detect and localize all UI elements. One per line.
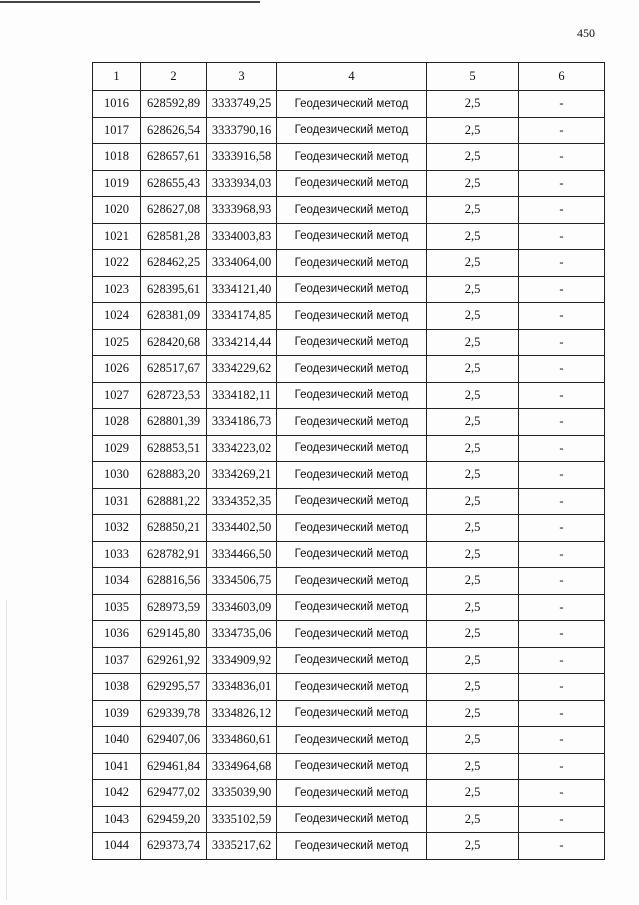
accuracy-cell: 2,5 xyxy=(427,568,519,595)
note-cell: - xyxy=(519,117,605,144)
x-coordinate-cell: 629339,78 xyxy=(141,700,207,727)
y-coordinate-cell: 3334826,12 xyxy=(207,700,277,727)
point-number-cell: 1016 xyxy=(93,91,141,118)
table-row xyxy=(93,647,605,674)
method-cell: Геодезический метод xyxy=(277,170,427,197)
x-coordinate-cell: 629261,92 xyxy=(141,647,207,674)
y-coordinate-cell: 3333749,25 xyxy=(207,91,277,118)
method-cell: Геодезический метод xyxy=(277,833,427,860)
note-cell: - xyxy=(519,568,605,595)
y-coordinate-cell: 3334186,73 xyxy=(207,409,277,436)
header-col-1: 1 xyxy=(93,63,141,91)
y-coordinate-cell: 3333968,93 xyxy=(207,197,277,224)
note-cell: - xyxy=(519,276,605,303)
point-number-cell: 1021 xyxy=(93,223,141,250)
x-coordinate-cell: 629145,80 xyxy=(141,621,207,648)
x-coordinate-cell: 628517,67 xyxy=(141,356,207,383)
point-number-cell: 1031 xyxy=(93,488,141,515)
note-cell: - xyxy=(519,806,605,833)
table-row xyxy=(93,144,605,171)
point-number-cell: 1024 xyxy=(93,303,141,330)
x-coordinate-cell: 628581,28 xyxy=(141,223,207,250)
accuracy-cell: 2,5 xyxy=(427,303,519,330)
accuracy-cell: 2,5 xyxy=(427,780,519,807)
method-cell: Геодезический метод xyxy=(277,91,427,118)
x-coordinate-cell: 629459,20 xyxy=(141,806,207,833)
point-number-cell: 1037 xyxy=(93,647,141,674)
table-row xyxy=(93,621,605,648)
x-coordinate-cell: 628462,25 xyxy=(141,250,207,277)
note-cell: - xyxy=(519,197,605,224)
x-coordinate-cell: 629373,74 xyxy=(141,833,207,860)
method-cell: Геодезический метод xyxy=(277,753,427,780)
point-number-cell: 1023 xyxy=(93,276,141,303)
y-coordinate-cell: 3334223,02 xyxy=(207,435,277,462)
point-number-cell: 1028 xyxy=(93,409,141,436)
coordinates-table xyxy=(92,62,605,860)
y-coordinate-cell: 3334003,83 xyxy=(207,223,277,250)
table-row xyxy=(93,462,605,489)
table-row xyxy=(93,833,605,860)
method-cell: Геодезический метод xyxy=(277,435,427,462)
table-row xyxy=(93,117,605,144)
method-cell: Геодезический метод xyxy=(277,647,427,674)
point-number-cell: 1040 xyxy=(93,727,141,754)
header-col-6: 6 xyxy=(519,63,605,91)
method-cell: Геодезический метод xyxy=(277,250,427,277)
accuracy-cell: 2,5 xyxy=(427,647,519,674)
y-coordinate-cell: 3334603,09 xyxy=(207,594,277,621)
header-col-3: 3 xyxy=(207,63,277,91)
x-coordinate-cell: 629407,06 xyxy=(141,727,207,754)
note-cell: - xyxy=(519,700,605,727)
y-coordinate-cell: 3335102,59 xyxy=(207,806,277,833)
accuracy-cell: 2,5 xyxy=(427,250,519,277)
accuracy-cell: 2,5 xyxy=(427,117,519,144)
point-number-cell: 1033 xyxy=(93,541,141,568)
table-row xyxy=(93,170,605,197)
y-coordinate-cell: 3335039,90 xyxy=(207,780,277,807)
y-coordinate-cell: 3334860,61 xyxy=(207,727,277,754)
y-coordinate-cell: 3333916,58 xyxy=(207,144,277,171)
accuracy-cell: 2,5 xyxy=(427,197,519,224)
method-cell: Геодезический метод xyxy=(277,144,427,171)
y-coordinate-cell: 3334506,75 xyxy=(207,568,277,595)
note-cell: - xyxy=(519,435,605,462)
point-number-cell: 1026 xyxy=(93,356,141,383)
x-coordinate-cell: 628816,56 xyxy=(141,568,207,595)
point-number-cell: 1036 xyxy=(93,621,141,648)
table-row xyxy=(93,700,605,727)
note-cell: - xyxy=(519,727,605,754)
point-number-cell: 1044 xyxy=(93,833,141,860)
table-row xyxy=(93,753,605,780)
note-cell: - xyxy=(519,409,605,436)
point-number-cell: 1017 xyxy=(93,117,141,144)
accuracy-cell: 2,5 xyxy=(427,276,519,303)
x-coordinate-cell: 628626,54 xyxy=(141,117,207,144)
method-cell: Геодезический метод xyxy=(277,382,427,409)
table-row xyxy=(93,727,605,754)
accuracy-cell: 2,5 xyxy=(427,541,519,568)
note-cell: - xyxy=(519,303,605,330)
note-cell: - xyxy=(519,753,605,780)
point-number-cell: 1041 xyxy=(93,753,141,780)
table-row xyxy=(93,488,605,515)
x-coordinate-cell: 628853,51 xyxy=(141,435,207,462)
note-cell: - xyxy=(519,91,605,118)
point-number-cell: 1018 xyxy=(93,144,141,171)
note-cell: - xyxy=(519,488,605,515)
x-coordinate-cell: 628801,39 xyxy=(141,409,207,436)
accuracy-cell: 2,5 xyxy=(427,833,519,860)
note-cell: - xyxy=(519,647,605,674)
x-coordinate-cell: 628657,61 xyxy=(141,144,207,171)
y-coordinate-cell: 3334269,21 xyxy=(207,462,277,489)
accuracy-cell: 2,5 xyxy=(427,727,519,754)
method-cell: Геодезический метод xyxy=(277,621,427,648)
accuracy-cell: 2,5 xyxy=(427,409,519,436)
note-cell: - xyxy=(519,329,605,356)
point-number-cell: 1025 xyxy=(93,329,141,356)
table-row xyxy=(93,435,605,462)
table-row xyxy=(93,780,605,807)
x-coordinate-cell: 628850,21 xyxy=(141,515,207,542)
method-cell: Геодезический метод xyxy=(277,223,427,250)
x-coordinate-cell: 628381,09 xyxy=(141,303,207,330)
x-coordinate-cell: 628723,53 xyxy=(141,382,207,409)
accuracy-cell: 2,5 xyxy=(427,700,519,727)
y-coordinate-cell: 3335217,62 xyxy=(207,833,277,860)
header-row xyxy=(93,63,605,91)
accuracy-cell: 2,5 xyxy=(427,91,519,118)
point-number-cell: 1043 xyxy=(93,806,141,833)
table-row xyxy=(93,568,605,595)
point-number-cell: 1022 xyxy=(93,250,141,277)
method-cell: Геодезический метод xyxy=(277,197,427,224)
accuracy-cell: 2,5 xyxy=(427,674,519,701)
note-cell: - xyxy=(519,541,605,568)
table-row xyxy=(93,674,605,701)
accuracy-cell: 2,5 xyxy=(427,144,519,171)
y-coordinate-cell: 3333790,16 xyxy=(207,117,277,144)
note-cell: - xyxy=(519,250,605,277)
y-coordinate-cell: 3333934,03 xyxy=(207,170,277,197)
accuracy-cell: 2,5 xyxy=(427,435,519,462)
method-cell: Геодезический метод xyxy=(277,329,427,356)
header-col-4: 4 xyxy=(277,63,427,91)
table-row xyxy=(93,329,605,356)
note-cell: - xyxy=(519,382,605,409)
x-coordinate-cell: 628655,43 xyxy=(141,170,207,197)
x-coordinate-cell: 628627,08 xyxy=(141,197,207,224)
note-cell: - xyxy=(519,462,605,489)
table-body xyxy=(93,91,605,860)
accuracy-cell: 2,5 xyxy=(427,753,519,780)
x-coordinate-cell: 629477,02 xyxy=(141,780,207,807)
y-coordinate-cell: 3334174,85 xyxy=(207,303,277,330)
method-cell: Геодезический метод xyxy=(277,780,427,807)
y-coordinate-cell: 3334121,40 xyxy=(207,276,277,303)
x-coordinate-cell: 628973,59 xyxy=(141,594,207,621)
point-number-cell: 1030 xyxy=(93,462,141,489)
y-coordinate-cell: 3334352,35 xyxy=(207,488,277,515)
point-number-cell: 1019 xyxy=(93,170,141,197)
header-col-2: 2 xyxy=(141,63,207,91)
method-cell: Геодезический метод xyxy=(277,515,427,542)
method-cell: Геодезический метод xyxy=(277,594,427,621)
y-coordinate-cell: 3334964,68 xyxy=(207,753,277,780)
table-header xyxy=(93,63,605,91)
method-cell: Геодезический метод xyxy=(277,276,427,303)
method-cell: Геодезический метод xyxy=(277,488,427,515)
y-coordinate-cell: 3334229,62 xyxy=(207,356,277,383)
accuracy-cell: 2,5 xyxy=(427,621,519,648)
point-number-cell: 1034 xyxy=(93,568,141,595)
table-row xyxy=(93,276,605,303)
method-cell: Геодезический метод xyxy=(277,462,427,489)
method-cell: Геодезический метод xyxy=(277,674,427,701)
point-number-cell: 1027 xyxy=(93,382,141,409)
method-cell: Геодезический метод xyxy=(277,727,427,754)
table-row xyxy=(93,382,605,409)
point-number-cell: 1029 xyxy=(93,435,141,462)
method-cell: Геодезический метод xyxy=(277,409,427,436)
accuracy-cell: 2,5 xyxy=(427,594,519,621)
point-number-cell: 1035 xyxy=(93,594,141,621)
x-coordinate-cell: 628883,20 xyxy=(141,462,207,489)
accuracy-cell: 2,5 xyxy=(427,329,519,356)
y-coordinate-cell: 3334182,11 xyxy=(207,382,277,409)
header-col-5: 5 xyxy=(427,63,519,91)
note-cell: - xyxy=(519,780,605,807)
note-cell: - xyxy=(519,674,605,701)
table-row xyxy=(93,197,605,224)
table-row xyxy=(93,594,605,621)
method-cell: Геодезический метод xyxy=(277,356,427,383)
table-row xyxy=(93,541,605,568)
note-cell: - xyxy=(519,144,605,171)
table-row xyxy=(93,806,605,833)
top-rule xyxy=(0,1,260,3)
x-coordinate-cell: 628782,91 xyxy=(141,541,207,568)
point-number-cell: 1020 xyxy=(93,197,141,224)
table-row xyxy=(93,91,605,118)
accuracy-cell: 2,5 xyxy=(427,356,519,383)
accuracy-cell: 2,5 xyxy=(427,170,519,197)
point-number-cell: 1032 xyxy=(93,515,141,542)
method-cell: Геодезический метод xyxy=(277,568,427,595)
accuracy-cell: 2,5 xyxy=(427,223,519,250)
note-cell: - xyxy=(519,515,605,542)
accuracy-cell: 2,5 xyxy=(427,515,519,542)
y-coordinate-cell: 3334466,50 xyxy=(207,541,277,568)
x-coordinate-cell: 628881,22 xyxy=(141,488,207,515)
y-coordinate-cell: 3334735,06 xyxy=(207,621,277,648)
x-coordinate-cell: 629295,57 xyxy=(141,674,207,701)
accuracy-cell: 2,5 xyxy=(427,488,519,515)
y-coordinate-cell: 3334214,44 xyxy=(207,329,277,356)
point-number-cell: 1038 xyxy=(93,674,141,701)
x-coordinate-cell: 628395,61 xyxy=(141,276,207,303)
y-coordinate-cell: 3334402,50 xyxy=(207,515,277,542)
accuracy-cell: 2,5 xyxy=(427,462,519,489)
table-row xyxy=(93,515,605,542)
method-cell: Геодезический метод xyxy=(277,541,427,568)
table-row xyxy=(93,223,605,250)
scan-edge xyxy=(6,600,7,900)
note-cell: - xyxy=(519,594,605,621)
note-cell: - xyxy=(519,170,605,197)
note-cell: - xyxy=(519,621,605,648)
y-coordinate-cell: 3334064,00 xyxy=(207,250,277,277)
y-coordinate-cell: 3334909,92 xyxy=(207,647,277,674)
table-row xyxy=(93,303,605,330)
note-cell: - xyxy=(519,356,605,383)
point-number-cell: 1042 xyxy=(93,780,141,807)
table-row xyxy=(93,409,605,436)
page-number: 450 xyxy=(577,26,595,40)
method-cell: Геодезический метод xyxy=(277,806,427,833)
method-cell: Геодезический метод xyxy=(277,303,427,330)
y-coordinate-cell: 3334836,01 xyxy=(207,674,277,701)
method-cell: Геодезический метод xyxy=(277,700,427,727)
accuracy-cell: 2,5 xyxy=(427,382,519,409)
note-cell: - xyxy=(519,223,605,250)
x-coordinate-cell: 629461,84 xyxy=(141,753,207,780)
note-cell: - xyxy=(519,833,605,860)
point-number-cell: 1039 xyxy=(93,700,141,727)
accuracy-cell: 2,5 xyxy=(427,806,519,833)
method-cell: Геодезический метод xyxy=(277,117,427,144)
table-row xyxy=(93,356,605,383)
x-coordinate-cell: 628420,68 xyxy=(141,329,207,356)
x-coordinate-cell: 628592,89 xyxy=(141,91,207,118)
table-row xyxy=(93,250,605,277)
